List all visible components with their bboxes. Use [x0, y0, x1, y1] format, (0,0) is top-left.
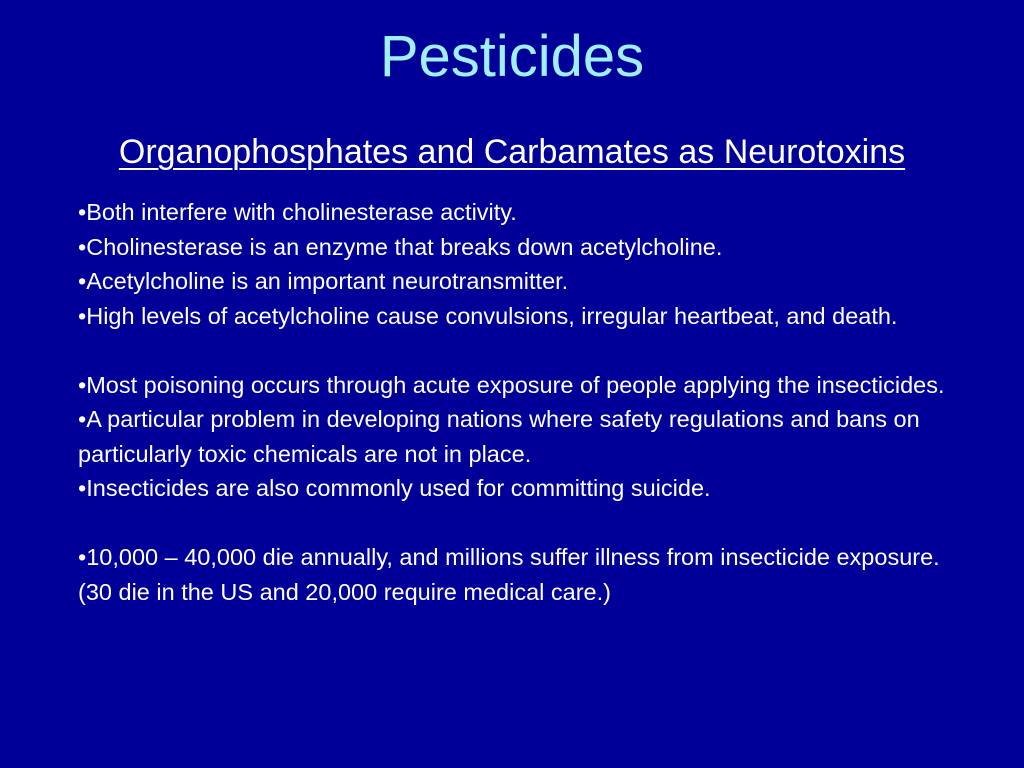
bullet-item: •Acetylcholine is an important neurotransmitter. [78, 268, 569, 294]
bullet-item: •Insecticides are also commonly used for committing suicide. [78, 475, 711, 501]
bullet-group-2 [78, 368, 948, 506]
bullet-item: •Most poisoning occurs through acute exposure of people applying the insecticides. [78, 371, 945, 398]
slide-body [78, 195, 948, 609]
slide-title: Pesticides [379, 24, 645, 89]
bullet-item: •A particular problem in developing nations where safety regulations and bans on particularly toxic chemicals are not in place. [78, 406, 920, 467]
bullet-group-3 [78, 540, 948, 609]
bullet-group-1 [78, 195, 948, 333]
bullet-item: •Both interfere with cholinesterase activity. [78, 199, 517, 225]
bullet-item: •10,000 – 40,000 die annually, and millions suffer illness from insecticide exposure. (30 die in the US and 20,000 require medical care.) [78, 544, 940, 605]
slide-subtitle: Organophosphates and Carbamates as Neurotoxins [118, 133, 906, 171]
bullet-item: •High levels of acetylcholine cause convulsions, irregular heartbeat, and death. [78, 302, 898, 329]
bullet-item: •Cholinesterase is an enzyme that breaks down acetylcholine. [78, 233, 723, 260]
